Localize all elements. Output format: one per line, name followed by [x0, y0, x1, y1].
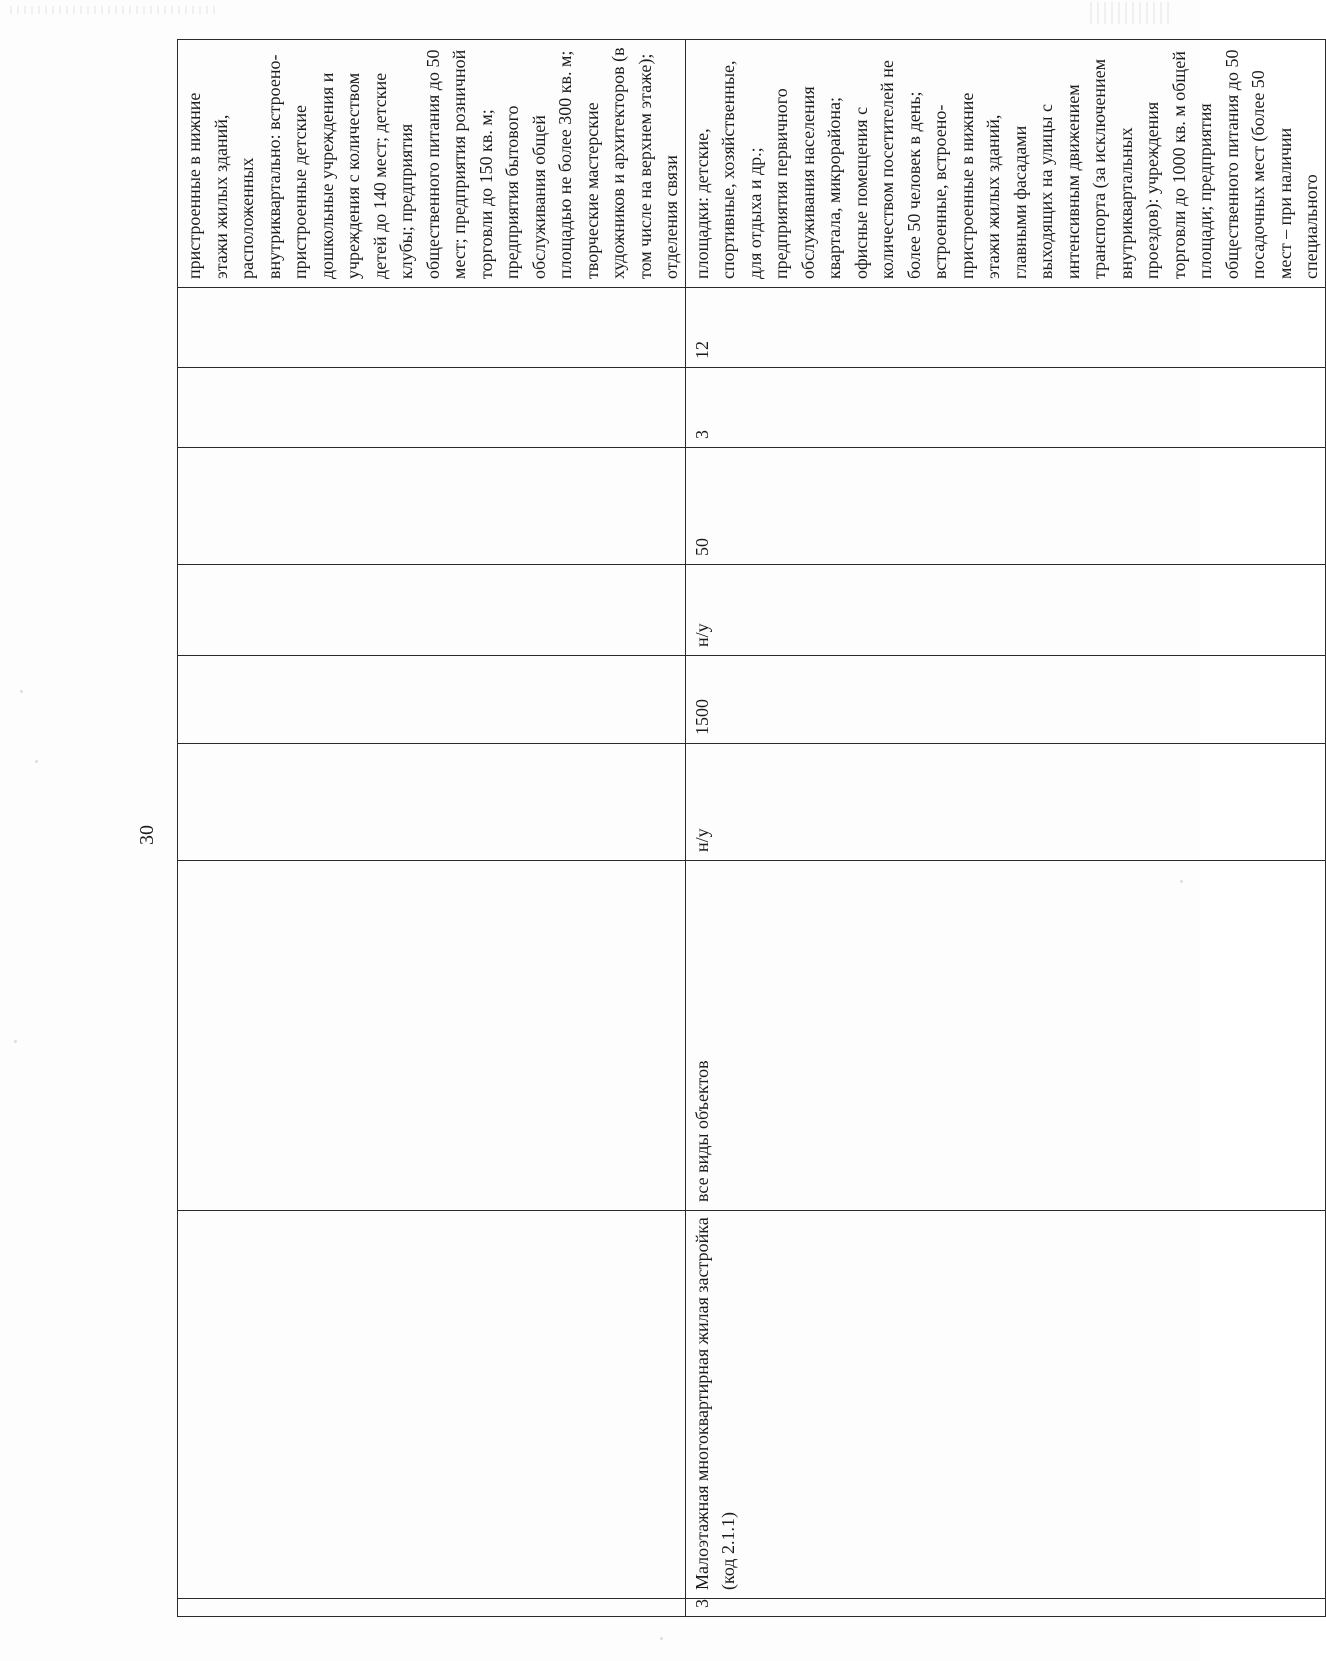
table-cell-empty [178, 368, 686, 448]
table-row-continuation [178, 40, 686, 1617]
page-number: 30 [136, 825, 158, 845]
scan-speck [660, 1637, 663, 1640]
table-cell-value: н/у [685, 565, 1325, 656]
table-cell-value: 50 [685, 448, 1325, 565]
table-cell-number: 3 [685, 1599, 1325, 1617]
rotated-content [136, 40, 1321, 1617]
table-cell-value: 3 [685, 368, 1325, 448]
table-cell-empty [178, 565, 686, 656]
table-row [685, 40, 1325, 1617]
table-cell-empty [178, 288, 686, 368]
scan-noise-top [10, 6, 220, 14]
scan-speck [14, 1040, 17, 1043]
scan-speck [35, 760, 38, 763]
table-cell-empty [178, 448, 686, 565]
scan-speck [20, 690, 23, 693]
table-cell-empty [178, 744, 686, 861]
scan-noise-top-right [1090, 2, 1170, 24]
table-cell-empty [178, 861, 686, 1211]
table-cell-empty [178, 1599, 686, 1617]
table-cell-value: 12 [685, 288, 1325, 368]
table-cell-empty [178, 1211, 686, 1599]
regulations-table [177, 39, 1326, 1617]
table-cell-empty [178, 656, 686, 744]
table-cell-object-types: все виды объектов [685, 861, 1325, 1211]
table-cell-value: н/у [685, 744, 1325, 861]
table-cell-use-type: Малоэтажная многоквартирная жилая застройка (код 2.1.1) [685, 1211, 1325, 1599]
table-cell-description: пристроенные в нижние этажи жилых зданий, расположенных внутриквартально: встроено-пристроенные детские дошкольные учреждения и учреждения с количеством детей до 140 мест; детские клубы; предприятия общественного питания до 50 мест; предприятия розничной торговли до 150 кв. м; предприятия бытового обслуживания общей площадью не более 300 кв. м; творческие мастерские художников и архитекторов (в том числе на верхнем этаже); отделения связи [178, 40, 686, 288]
table-cell-value: 1500 [685, 656, 1325, 744]
table-cell-description: площадки: детские, спортивные, хозяйственные, для отдыха и др.; предприятия первичного обслуживания населения квартала, микрорайона; офисные помещения с количеством посетителей не более 50 человек в день; встроенные, встроено-пристроенные в нижние этажи жилых зданий, главными фасадами выходящих на улицы с интенсивным движением транспорта (за исключением внутриквартальных проездов): учреждения торговли до 1000 кв. м общей площади; предприятия общественного питания до 50 посадочных мест (более 50 мест – при наличии специального [685, 40, 1325, 288]
